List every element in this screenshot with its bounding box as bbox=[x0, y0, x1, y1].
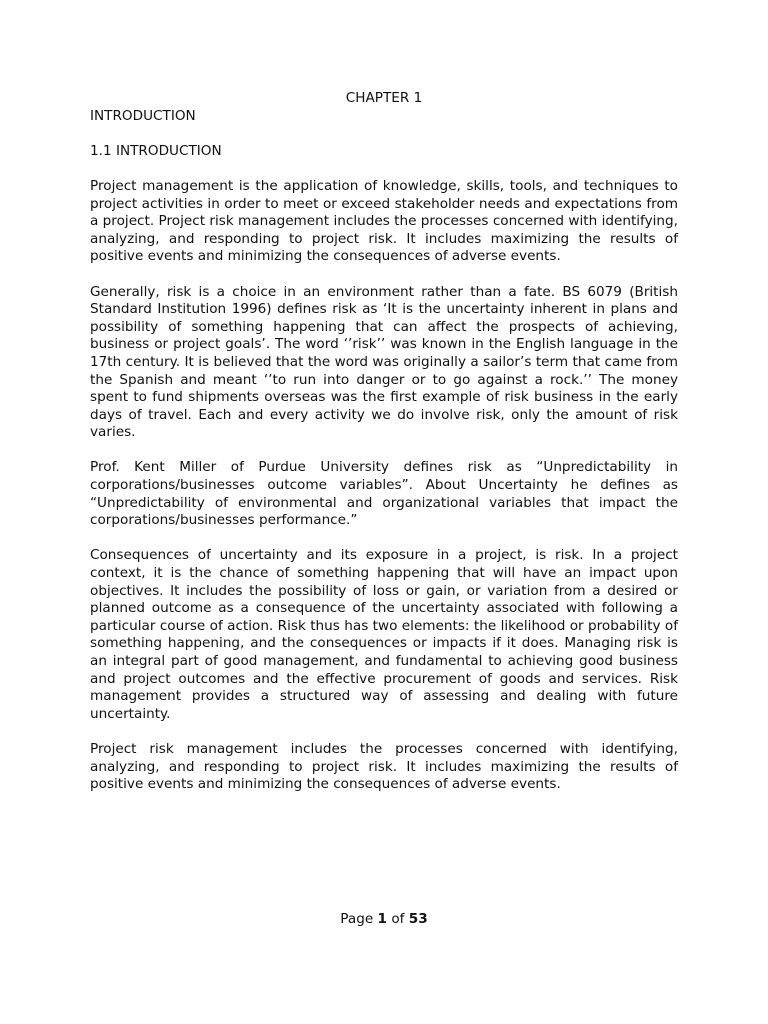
paragraph-uncertainty-consequences: Consequences of uncertainty and its exposure in a project, is risk. In a project context, it is the chance of something happening that will have an impact upon objectives. It includes the possibility of loss or gain, or variation from a desired or planned outcome as a consequence of the uncertainty associated with following a particular course of action. Risk thus has two elements: the likelihood or probability of something happening, and the consequences or impacts if it does. Managing risk is an integral part of good management, and fundamental to achieving good business and project outcomes and the effective procurement of goods and services. Risk management provides a structured way of assessing and dealing with future uncertainty. bbox=[90, 547, 678, 722]
paragraph-project-risk-management: Project risk management includes the processes concerned with identifying, analyzing, and responding to project risk. It includes maximizing the results of positive events and minimizing the consequences of adverse events. bbox=[90, 740, 678, 793]
document-page bbox=[90, 88, 678, 794]
current-page-number: 1 bbox=[377, 911, 388, 927]
page-of-label: of bbox=[391, 911, 405, 927]
paragraph-risk-definition: Generally, risk is a choice in an environment rather than a fate. BS 6079 (British Standard Institution 1996) defines risk as ‘It is the uncertainty inherent in plans and possibility of something happening that can affect the prospects of achieving, business or project goals’. The word ‘’risk’’ was known in the English language in the 17th century. It is believed that the word was originally a sailor’s term that came from the Spanish and meant ‘’to run into danger or to go against a rock.’’ The money spent to fund shipments overseas was the first example of risk business in the early days of travel. Each and every activity we do involve risk, only the amount of risk varies. bbox=[90, 283, 678, 441]
section-heading: 1.1 INTRODUCTION bbox=[90, 142, 222, 159]
page-prefix: Page bbox=[340, 911, 374, 927]
total-page-count: 53 bbox=[408, 911, 428, 927]
page-footer bbox=[0, 911, 768, 929]
paragraph-project-management: Project management is the application of knowledge, skills, tools, and techniques to project activities in order to meet or exceed stakeholder needs and expectations from a project. Project risk management includes the processes concerned with identifying, analyzing, and responding to project risk. It includes maximizing the results of positive events and minimizing the consequences of adverse events. bbox=[90, 177, 678, 265]
paragraph-kent-miller: Prof. Kent Miller of Purdue University defines risk as “Unpredictability in corporations/businesses outcome variables”. About Uncertainty he defines as “Unpredictability of environmental and organizational variables that impact the corporations/businesses performance.” bbox=[90, 459, 678, 529]
chapter-heading: INTRODUCTION bbox=[90, 107, 196, 124]
chapter-label: CHAPTER 1 bbox=[345, 90, 423, 106]
